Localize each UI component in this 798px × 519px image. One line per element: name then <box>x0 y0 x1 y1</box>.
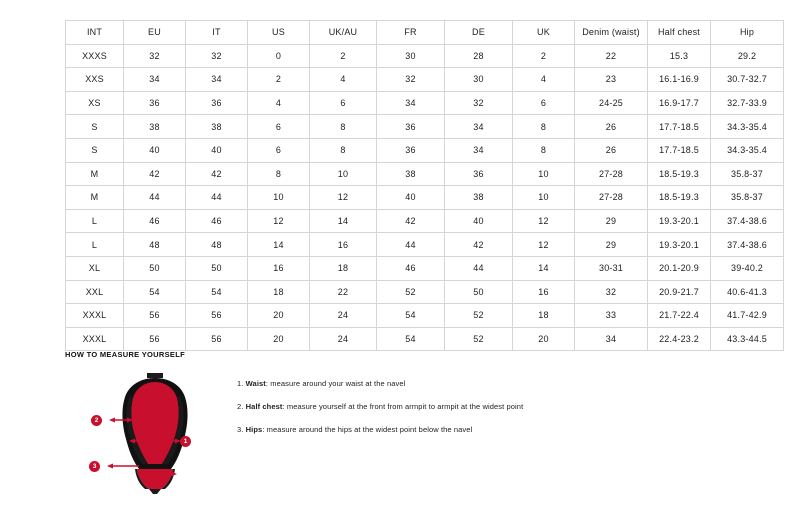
table-cell: 52 <box>445 304 513 328</box>
table-header-cell: EU <box>124 21 186 45</box>
table-cell: M <box>66 162 124 186</box>
table-cell: 6 <box>248 138 310 162</box>
table-row <box>66 138 784 162</box>
table-cell: 34 <box>377 91 445 115</box>
table-cell: 54 <box>124 280 186 304</box>
table-header-cell: INT <box>66 21 124 45</box>
table-cell: 46 <box>124 209 186 233</box>
table-cell: 8 <box>513 115 575 139</box>
table-cell: 36 <box>377 138 445 162</box>
mannequin-illustration <box>92 369 215 494</box>
table-header-cell: US <box>248 21 310 45</box>
table-cell: XS <box>66 91 124 115</box>
table-cell: 12 <box>248 209 310 233</box>
table-cell: 32 <box>575 280 648 304</box>
table-cell: 18 <box>513 304 575 328</box>
table-cell: 50 <box>124 256 186 280</box>
table-cell: 14 <box>310 209 377 233</box>
table-cell: 56 <box>186 327 248 351</box>
table-cell: 42 <box>186 162 248 186</box>
table-header-cell: Denim (waist) <box>575 21 648 45</box>
size-chart-container <box>65 20 767 351</box>
table-cell: 34 <box>445 138 513 162</box>
table-cell: 54 <box>377 304 445 328</box>
table-cell: XXL <box>66 280 124 304</box>
table-cell: 32 <box>445 91 513 115</box>
table-cell: 10 <box>248 186 310 210</box>
measure-instruction-waist <box>237 379 733 388</box>
table-row <box>66 115 784 139</box>
instruction-text-hips: : measure around the hips at the widest point below the navel <box>262 425 473 434</box>
table-row <box>66 186 784 210</box>
table-cell: 19.3-20.1 <box>648 209 711 233</box>
how-to-measure-title: HOW TO MEASURE YOURSELF <box>65 350 185 359</box>
table-row <box>66 304 784 328</box>
table-cell: S <box>66 115 124 139</box>
how-to-measure-section <box>65 350 733 494</box>
table-cell: XXXL <box>66 304 124 328</box>
instruction-term-hips: Hips <box>245 425 263 434</box>
table-cell: 41.7-42.9 <box>711 304 784 328</box>
table-header-cell: FR <box>377 21 445 45</box>
table-cell: 39-40.2 <box>711 256 784 280</box>
instruction-number-1: 1. <box>237 379 244 388</box>
table-cell: 34 <box>124 68 186 92</box>
table-body <box>66 44 784 351</box>
table-header-row <box>66 21 784 45</box>
table-cell: 18.5-19.3 <box>648 186 711 210</box>
table-cell: L <box>66 209 124 233</box>
table-header-cell: Half chest <box>648 21 711 45</box>
table-cell: 30 <box>377 44 445 68</box>
table-cell: 30.7-32.7 <box>711 68 784 92</box>
instruction-text-half-chest: : measure yourself at the front from armpit to armpit at the widest point <box>282 402 524 411</box>
table-cell: 24 <box>310 304 377 328</box>
instruction-number-2: 2. <box>237 402 244 411</box>
table-row <box>66 91 784 115</box>
table-cell: M <box>66 186 124 210</box>
measure-instruction-half-chest <box>237 402 733 411</box>
table-cell: 17.7-18.5 <box>648 138 711 162</box>
table-cell: 22 <box>575 44 648 68</box>
table-cell: 17.7-18.5 <box>648 115 711 139</box>
table-cell: 29 <box>575 233 648 257</box>
table-header-cell: Hip <box>711 21 784 45</box>
table-cell: XXXS <box>66 44 124 68</box>
table-cell: 23 <box>575 68 648 92</box>
table-cell: 12 <box>310 186 377 210</box>
table-cell: 34 <box>445 115 513 139</box>
table-cell: 12 <box>513 209 575 233</box>
table-row <box>66 68 784 92</box>
instruction-term-waist: Waist <box>245 379 266 388</box>
table-row <box>66 256 784 280</box>
table-header-cell: UK <box>513 21 575 45</box>
table-cell: 16 <box>513 280 575 304</box>
table-cell: L <box>66 233 124 257</box>
table-cell: 16 <box>310 233 377 257</box>
measure-bullet-2: 2 <box>91 415 102 426</box>
table-header-cell: IT <box>186 21 248 45</box>
table-cell: 50 <box>186 256 248 280</box>
table-cell: 44 <box>445 256 513 280</box>
table-cell: 20.1-20.9 <box>648 256 711 280</box>
table-cell: 38 <box>124 115 186 139</box>
table-cell: 2 <box>248 68 310 92</box>
table-cell: 46 <box>377 256 445 280</box>
table-cell: 36 <box>377 115 445 139</box>
table-cell: 27-28 <box>575 186 648 210</box>
table-cell: 32 <box>377 68 445 92</box>
table-cell: 40 <box>377 186 445 210</box>
table-cell: 20.9-21.7 <box>648 280 711 304</box>
table-row <box>66 233 784 257</box>
table-cell: XXXL <box>66 327 124 351</box>
measure-instructions-list <box>237 379 733 448</box>
measure-bullet-3: 3 <box>89 461 100 472</box>
table-cell: 44 <box>186 186 248 210</box>
table-cell: 48 <box>124 233 186 257</box>
table-cell: 21.7-22.4 <box>648 304 711 328</box>
table-cell: 42 <box>377 209 445 233</box>
table-cell: 0 <box>248 44 310 68</box>
table-cell: 46 <box>186 209 248 233</box>
table-cell: 8 <box>310 138 377 162</box>
table-cell: 32 <box>186 44 248 68</box>
table-cell: 10 <box>513 186 575 210</box>
table-cell: 33 <box>575 304 648 328</box>
table-cell: 36 <box>186 91 248 115</box>
table-cell: 12 <box>513 233 575 257</box>
table-cell: 42 <box>124 162 186 186</box>
table-cell: 28 <box>445 44 513 68</box>
table-cell: 37.4-38.6 <box>711 233 784 257</box>
table-cell: 26 <box>575 138 648 162</box>
table-cell: 8 <box>310 115 377 139</box>
table-cell: 20 <box>248 304 310 328</box>
table-cell: 38 <box>377 162 445 186</box>
table-cell: 18.5-19.3 <box>648 162 711 186</box>
table-cell: 32 <box>124 44 186 68</box>
table-cell: 40 <box>186 138 248 162</box>
table-cell: 10 <box>513 162 575 186</box>
table-cell: 34.3-35.4 <box>711 115 784 139</box>
table-cell: 42 <box>445 233 513 257</box>
table-cell: 24 <box>310 327 377 351</box>
table-cell: 4 <box>248 91 310 115</box>
table-cell: 15.3 <box>648 44 711 68</box>
table-row <box>66 162 784 186</box>
table-cell: 29.2 <box>711 44 784 68</box>
instruction-text-waist: : measure around your waist at the navel <box>265 379 406 388</box>
table-cell: 36 <box>124 91 186 115</box>
size-conversion-table <box>65 20 784 351</box>
table-cell: 48 <box>186 233 248 257</box>
table-cell: 38 <box>186 115 248 139</box>
table-cell: 10 <box>310 162 377 186</box>
table-cell: 30 <box>445 68 513 92</box>
table-cell: 22.4-23.2 <box>648 327 711 351</box>
table-cell: 32.7-33.9 <box>711 91 784 115</box>
table-cell: 16 <box>248 256 310 280</box>
table-cell: S <box>66 138 124 162</box>
measure-bullet-1: 1 <box>180 436 191 447</box>
table-cell: 34 <box>575 327 648 351</box>
table-cell: 6 <box>310 91 377 115</box>
table-cell: 56 <box>124 327 186 351</box>
table-cell: 40.6-41.3 <box>711 280 784 304</box>
table-cell: 35.8-37 <box>711 186 784 210</box>
table-cell: 8 <box>513 138 575 162</box>
table-header-cell: DE <box>445 21 513 45</box>
table-cell: 24-25 <box>575 91 648 115</box>
table-cell: 34 <box>186 68 248 92</box>
table-cell: 26 <box>575 115 648 139</box>
table-cell: 37.4-38.6 <box>711 209 784 233</box>
table-cell: 29 <box>575 209 648 233</box>
table-row <box>66 209 784 233</box>
table-cell: 4 <box>513 68 575 92</box>
table-cell: 56 <box>186 304 248 328</box>
table-cell: 38 <box>445 186 513 210</box>
table-cell: 20 <box>248 327 310 351</box>
table-cell: 16.9-17.7 <box>648 91 711 115</box>
table-cell: XL <box>66 256 124 280</box>
instruction-term-half-chest: Half chest <box>245 402 283 411</box>
table-cell: 6 <box>513 91 575 115</box>
table-cell: 19.3-20.1 <box>648 233 711 257</box>
table-cell: XXS <box>66 68 124 92</box>
table-cell: 52 <box>377 280 445 304</box>
instruction-number-3: 3. <box>237 425 244 434</box>
table-row <box>66 44 784 68</box>
table-cell: 30-31 <box>575 256 648 280</box>
table-cell: 2 <box>310 44 377 68</box>
table-cell: 14 <box>513 256 575 280</box>
table-cell: 20 <box>513 327 575 351</box>
table-cell: 56 <box>124 304 186 328</box>
table-cell: 43.3-44.5 <box>711 327 784 351</box>
mannequin-figure-icon <box>95 369 215 494</box>
table-header-cell: UK/AU <box>310 21 377 45</box>
table-cell: 4 <box>310 68 377 92</box>
table-cell: 6 <box>248 115 310 139</box>
table-cell: 2 <box>513 44 575 68</box>
table-cell: 18 <box>248 280 310 304</box>
table-cell: 50 <box>445 280 513 304</box>
table-row <box>66 280 784 304</box>
table-cell: 44 <box>377 233 445 257</box>
table-cell: 44 <box>124 186 186 210</box>
table-cell: 8 <box>248 162 310 186</box>
table-cell: 14 <box>248 233 310 257</box>
table-cell: 52 <box>445 327 513 351</box>
table-cell: 22 <box>310 280 377 304</box>
table-cell: 54 <box>186 280 248 304</box>
how-to-measure-body <box>65 369 733 494</box>
table-cell: 27-28 <box>575 162 648 186</box>
table-cell: 40 <box>445 209 513 233</box>
table-cell: 35.8-37 <box>711 162 784 186</box>
measure-instruction-hips <box>237 425 733 434</box>
table-row <box>66 327 784 351</box>
table-cell: 40 <box>124 138 186 162</box>
table-cell: 16.1-16.9 <box>648 68 711 92</box>
table-cell: 34.3-35.4 <box>711 138 784 162</box>
table-cell: 18 <box>310 256 377 280</box>
table-cell: 54 <box>377 327 445 351</box>
table-cell: 36 <box>445 162 513 186</box>
